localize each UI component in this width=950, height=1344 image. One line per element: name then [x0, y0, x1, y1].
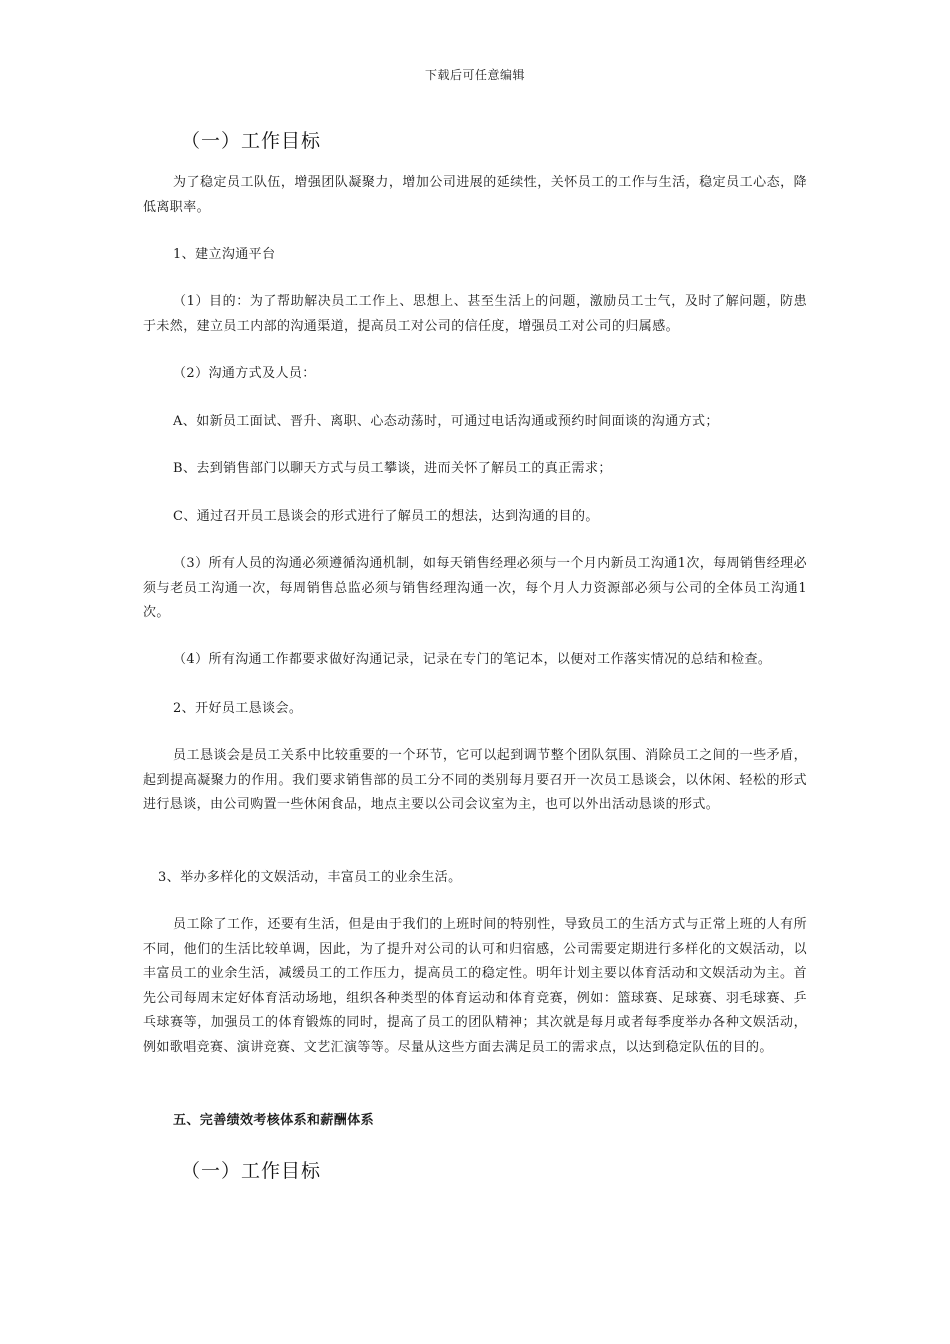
section-heading-goal-2: （一）工作目标 — [181, 1160, 322, 1182]
subsection-1-title: 1、建立沟通平台 — [173, 247, 276, 262]
s3-paragraph: 员工除了工作，还要有生活，但是由于我们的上班时间的特别性，导致员工的生活方式与正常上班的人有所不同，他们的生活比较单调，因此，为了提升对公司的认可和归宿感，公司需要定期进行多样化的文娱活动，以丰富员工的业余生活，减缓员工的工作压力，提高员工的稳定性。明年计划主要以体育活动和文娱活动为主。首先公司每周末定好体育活动场地，组织各种类型的体育运动和体育竞赛，例如：篮球赛、足球赛、羽毛球赛、乒乓球赛等，加强员工的体育锻炼的同时，提高了员工的团队精神；其次就是每月或者每季度举办各种文娱活动，例如歌唱竞赛、演讲竞赛、文艺汇演等等。尽量从这些方面去满足员工的需求点，以达到稳定队伍的目的。 — [143, 917, 807, 1055]
s1-purpose-paragraph: （1）目的：为了帮助解决员工工作上、思想上、甚至生活上的问题，激励员工士气，及时了解问题，防患于未然，建立员工内部的沟通渠道，提高员工对公司的信任度，增强员工对公司的归属感。 — [143, 294, 807, 334]
s1-method-b: B、去到销售部门以聊天方式与员工攀谈，进而关怀了解员工的真正需求； — [173, 461, 612, 476]
s2-paragraph: 员工恳谈会是员工关系中比较重要的一个环节，它可以起到调节整个团队氛围、消除员工之间的一些矛盾，起到提高凝聚力的作用。我们要求销售部的员工分不同的类别每月要召开一次员工恳谈会，以休闲、轻松的形式进行恳谈，由公司购置一些休闲食品，地点主要以公司会议室为主，也可以外出活动恳谈的形式。 — [143, 748, 807, 812]
section-5-title: 五、完善绩效考核体系和薪酬体系 — [173, 1113, 375, 1128]
subsection-3-title: 3、举办多样化的文娱活动，丰富员工的业余生活。 — [158, 870, 462, 885]
s1-mechanism-paragraph: （3）所有人员的沟通必须遵循沟通机制，如每天销售经理必须与一个月内新员工沟通1次，每周销售经理必须与老员工沟通一次，每周销售总监必须与销售经理沟通一次，每个月人力资源部必须与公司的全体员工沟通1次。 — [143, 556, 807, 620]
s1-methods-label: （2）沟通方式及人员： — [173, 366, 316, 381]
s1-method-a: A、如新员工面试、晋升、离职、心态动荡时，可通过电话沟通或预约时间面谈的沟通方式； — [173, 414, 719, 429]
section-heading-goal: （一）工作目标 — [181, 130, 322, 152]
s1-method-c: C、通过召开员工恳谈会的形式进行了解员工的想法，达到沟通的目的。 — [173, 509, 599, 524]
page-header: 下载后可任意编辑 — [424, 68, 525, 82]
intro-paragraph: 为了稳定员工队伍，增强团队凝聚力，增加公司进展的延续性，关怀员工的工作与生活，稳定员工心态，降低离职率。 — [143, 175, 807, 215]
s1-records-paragraph: （4）所有沟通工作都要求做好沟通记录，记录在专门的笔记本，以便对工作落实情况的总结和检查。 — [173, 652, 772, 667]
subsection-2-title: 2、开好员工恳谈会。 — [173, 701, 303, 716]
